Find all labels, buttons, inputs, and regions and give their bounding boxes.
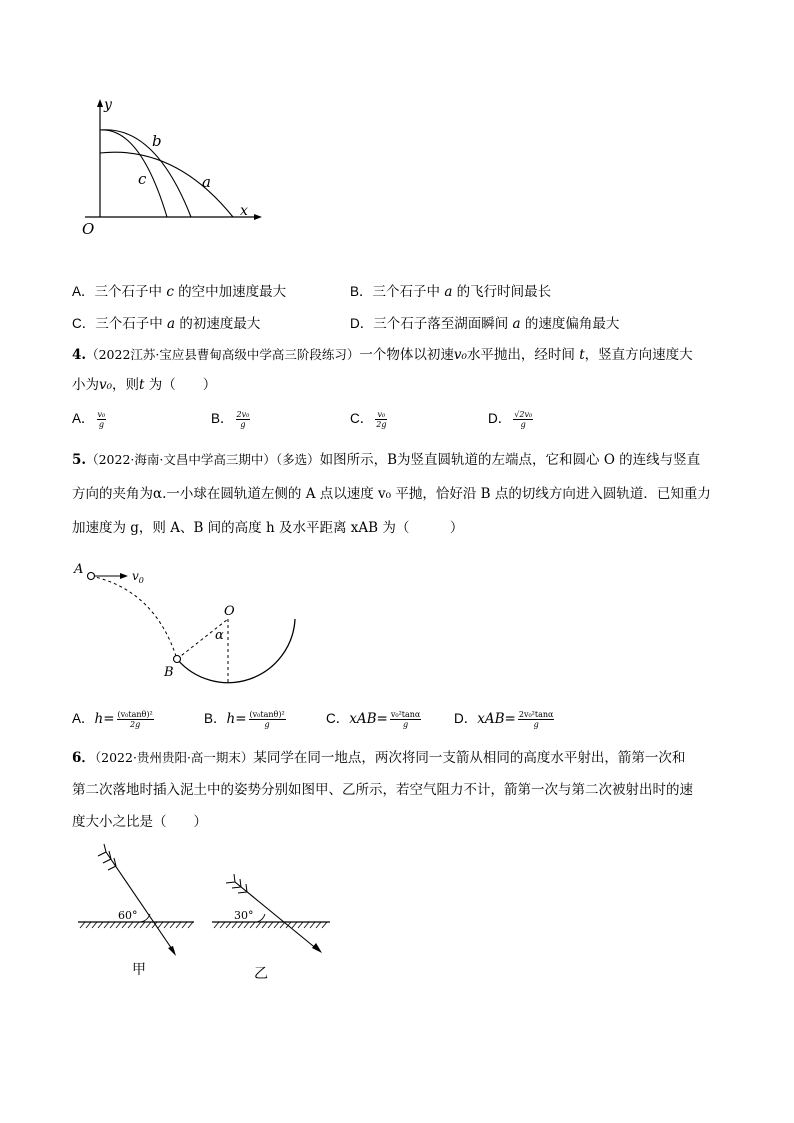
q6-stem-line1: 6．（2022·贵州贵阳·高一期末）某同学在同一地点，两次将同一支箭从相同的高度水平射出，箭第一次和 xyxy=(72,750,686,766)
point-a-label: A xyxy=(74,562,84,577)
q4-stem-line2: 小为v₀，则t 为（ ） xyxy=(72,377,217,393)
figure-label-jia: 甲 xyxy=(132,962,146,978)
ball-a xyxy=(88,573,95,580)
q4-option-c: C． $\frac{\text{v₀}}{2g}$ xyxy=(350,410,387,429)
q5-option-a: A．h= $\frac{\text{(v₀tanθ)²}}{2g}$ xyxy=(72,710,153,729)
figure-label-yi: 乙 xyxy=(254,966,268,982)
track-arc xyxy=(177,619,295,683)
center-o-label: O xyxy=(224,604,235,619)
x-axis-arrow xyxy=(254,214,262,220)
q5-option-d: D．xAB= $\frac{\text{2v₀²tanα}}{g}$ xyxy=(454,710,554,729)
q6-stem-line3: 度大小之比是（ ） xyxy=(72,814,207,830)
origin-label: O xyxy=(82,220,95,238)
angle-1-label: 60° xyxy=(118,909,138,922)
q5-stem-line1: 5.（2022·海南·文昌中学高三期中）（多选）如图所示，B为竖直圆轨道的左端点，它和圆心 O 的连线与竖直 xyxy=(72,452,701,468)
q4-stem-line1: 4.（2022江苏·宝应县曹甸高级中学高三阶段练习）一个物体以初速v₀水平抛出，经时间 t，竖直方向速度大 xyxy=(72,347,693,363)
x-axis-label: x xyxy=(240,203,248,219)
v0-label: $v_0$ xyxy=(132,569,144,585)
ground-1-hatch xyxy=(80,922,193,928)
trajectory-figure xyxy=(75,95,275,240)
q4-option-b: B． $\frac{\text{2v₀}}{g}$ xyxy=(211,410,250,429)
trajectory-dashed xyxy=(91,576,177,659)
q4-option-a: A． $\frac{\text{v₀}}{g}$ xyxy=(72,410,106,429)
arrow-1-fletching xyxy=(98,844,116,870)
q3-option-a: A．三个石子中 c 的空中加速度最大 xyxy=(72,284,287,300)
q5-stem-line2: 方向的夹角为α.一小球在圆轨道左侧的 A 点以速度 v₀ 平抛，恰好沿 B 点的切线方向进入圆轨道．已知重力 xyxy=(72,486,711,502)
arrow-1-shaft xyxy=(106,852,174,952)
q5-option-b: B．h= $\frac{\text{(v₀tanθ)²}}{g}$ xyxy=(204,710,285,729)
point-b-label: B xyxy=(164,665,174,680)
ball-b xyxy=(174,656,181,663)
curve-c-label: c xyxy=(138,170,147,188)
arrows-figure xyxy=(70,842,340,982)
arrow-1-head xyxy=(168,946,176,956)
velocity-arrowhead xyxy=(120,573,128,579)
q3-option-d: D．三个石子落至湖面瞬间 a 的速度偏角最大 xyxy=(350,316,620,332)
y-axis-label: y xyxy=(104,97,112,113)
circular-track-figure xyxy=(70,558,310,693)
curve-a xyxy=(100,152,233,217)
curve-a-label: a xyxy=(202,173,211,191)
q5-stem-line3: 加速度为 g，则 A、B 间的高度 h 及水平距离 xAB 为（ ） xyxy=(72,520,464,536)
q4-option-d: D． $\frac{\text{√2v₀}}{g}$ xyxy=(488,410,533,429)
curve-b-label: b xyxy=(152,132,162,150)
arrow-2-head xyxy=(312,943,322,953)
ground-2-hatch xyxy=(214,922,327,928)
q5-option-c: C．xAB= $\frac{\text{v₀²tanα}}{g}$ xyxy=(326,710,421,729)
q3-option-b: B．三个石子中 a 的飞行时间最长 xyxy=(350,284,552,300)
q6-stem-line2: 第二次落地时插入泥土中的姿势分别如图甲、乙所示，若空气阻力不计，箭第一次与第二次被射出时的速 xyxy=(72,782,693,798)
angle-2-label: 30° xyxy=(234,909,254,922)
y-axis-arrow xyxy=(97,99,103,107)
angle-2-arc xyxy=(257,914,265,922)
alpha-label: α xyxy=(215,628,224,643)
q3-option-c: C．三个石子中 a 的初速度最大 xyxy=(72,316,261,332)
